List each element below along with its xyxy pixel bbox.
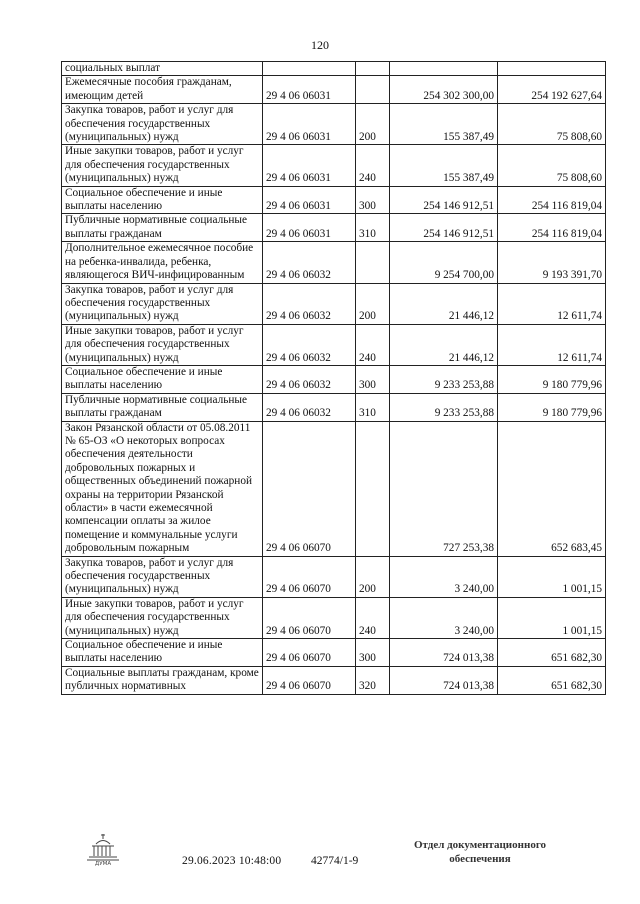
row-amount-plan-cell: 254 146 912,51 bbox=[390, 186, 498, 214]
row-type-cell bbox=[356, 62, 390, 76]
row-name-cell: Публичные нормативные социальные выплаты гражданам bbox=[62, 393, 263, 421]
row-amount-actual-cell: 75 808,60 bbox=[498, 145, 606, 186]
row-name-cell: социальных выплат bbox=[62, 62, 263, 76]
table-row bbox=[62, 145, 606, 186]
row-amount-plan-cell: 724 013,38 bbox=[390, 666, 498, 694]
row-amount-plan-cell: 155 387,49 bbox=[390, 104, 498, 145]
page-number: 120 bbox=[311, 38, 329, 52]
row-amount-plan-cell: 724 013,38 bbox=[390, 639, 498, 667]
row-amount-actual-cell: 254 192 627,64 bbox=[498, 76, 606, 104]
row-amount-actual-cell: 12 611,74 bbox=[498, 324, 606, 365]
row-type-cell bbox=[356, 242, 390, 283]
table-row bbox=[62, 242, 606, 283]
table-row bbox=[62, 104, 606, 145]
row-amount-actual-cell: 9 180 779,96 bbox=[498, 365, 606, 393]
table-row bbox=[62, 186, 606, 214]
row-amount-plan-cell: 9 254 700,00 bbox=[390, 242, 498, 283]
table-row bbox=[62, 639, 606, 667]
row-code-cell: 29 4 06 06031 bbox=[263, 76, 356, 104]
table-row bbox=[62, 324, 606, 365]
row-amount-plan-cell: 155 387,49 bbox=[390, 145, 498, 186]
row-name-cell: Социальное обеспечение и иные выплаты населению bbox=[62, 639, 263, 667]
row-code-cell: 29 4 06 06070 bbox=[263, 666, 356, 694]
row-code-cell: 29 4 06 06031 bbox=[263, 104, 356, 145]
table-row bbox=[62, 214, 606, 242]
row-code-cell: 29 4 06 06070 bbox=[263, 556, 356, 597]
row-name-cell: Социальные выплаты гражданам, кроме публичных нормативных bbox=[62, 666, 263, 694]
row-type-cell: 310 bbox=[356, 214, 390, 242]
row-amount-plan-cell bbox=[390, 62, 498, 76]
row-amount-actual-cell: 651 682,30 bbox=[498, 666, 606, 694]
footer-department: Отдел документационного обеспечения bbox=[413, 839, 547, 865]
row-code-cell: 29 4 06 06031 bbox=[263, 145, 356, 186]
row-amount-actual-cell: 75 808,60 bbox=[498, 104, 606, 145]
row-name-cell: Социальное обеспечение и иные выплаты населению bbox=[62, 365, 263, 393]
row-name-cell: Закон Рязанской области от 05.08.2011 № 65-ОЗ «О некоторых вопросах обеспечения деятельности добровольных пожарных и общественных объединений пожарной охраны на территории Рязанской области» в части ежемесячной компенсации оплаты за жилое помещение и коммунальные услуги добровольным пожарным bbox=[62, 421, 263, 556]
row-code-cell bbox=[263, 62, 356, 76]
row-code-cell: 29 4 06 06032 bbox=[263, 365, 356, 393]
table-row bbox=[62, 283, 606, 324]
duma-building-icon bbox=[84, 832, 122, 866]
table-row bbox=[62, 597, 606, 638]
row-type-cell: 300 bbox=[356, 639, 390, 667]
row-amount-actual-cell: 9 180 779,96 bbox=[498, 393, 606, 421]
row-name-cell: Закупка товаров, работ и услуг для обеспечения государственных (муниципальных) нужд bbox=[62, 556, 263, 597]
row-amount-plan-cell: 254 302 300,00 bbox=[390, 76, 498, 104]
row-amount-plan-cell: 254 146 912,51 bbox=[390, 214, 498, 242]
row-type-cell: 240 bbox=[356, 597, 390, 638]
row-amount-actual-cell: 9 193 391,70 bbox=[498, 242, 606, 283]
row-type-cell: 240 bbox=[356, 145, 390, 186]
footer-doc-number: 42774/1-9 bbox=[311, 855, 359, 867]
row-amount-actual-cell: 12 611,74 bbox=[498, 283, 606, 324]
row-type-cell bbox=[356, 76, 390, 104]
row-type-cell: 200 bbox=[356, 104, 390, 145]
row-type-cell: 310 bbox=[356, 393, 390, 421]
table-row bbox=[62, 76, 606, 104]
row-code-cell: 29 4 06 06031 bbox=[263, 214, 356, 242]
row-amount-plan-cell: 727 253,38 bbox=[390, 421, 498, 556]
table-row bbox=[62, 393, 606, 421]
table-row bbox=[62, 556, 606, 597]
row-amount-plan-cell: 21 446,12 bbox=[390, 324, 498, 365]
row-amount-actual-cell: 1 001,15 bbox=[498, 597, 606, 638]
row-amount-actual-cell: 651 682,30 bbox=[498, 639, 606, 667]
row-name-cell: Дополнительное ежемесячное пособие на ребенка-инвалида, ребенка, являющегося ВИЧ-инфицированным bbox=[62, 242, 263, 283]
row-code-cell: 29 4 06 06031 bbox=[263, 186, 356, 214]
row-amount-plan-cell: 3 240,00 bbox=[390, 597, 498, 638]
row-type-cell: 200 bbox=[356, 556, 390, 597]
table-row bbox=[62, 666, 606, 694]
row-amount-actual-cell bbox=[498, 62, 606, 76]
row-name-cell: Ежемесячные пособия гражданам, имеющим детей bbox=[62, 76, 263, 104]
row-amount-plan-cell: 9 233 253,88 bbox=[390, 393, 498, 421]
row-code-cell: 29 4 06 06070 bbox=[263, 639, 356, 667]
row-type-cell: 300 bbox=[356, 186, 390, 214]
row-name-cell: Иные закупки товаров, работ и услуг для обеспечения государственных (муниципальных) нужд bbox=[62, 597, 263, 638]
row-code-cell: 29 4 06 06032 bbox=[263, 283, 356, 324]
row-name-cell: Иные закупки товаров, работ и услуг для обеспечения государственных (муниципальных) нужд bbox=[62, 145, 263, 186]
row-code-cell: 29 4 06 06032 bbox=[263, 242, 356, 283]
row-type-cell: 200 bbox=[356, 283, 390, 324]
row-name-cell: Закупка товаров, работ и услуг для обеспечения государственных (муниципальных) нужд bbox=[62, 104, 263, 145]
row-type-cell bbox=[356, 421, 390, 556]
row-name-cell: Публичные нормативные социальные выплаты гражданам bbox=[62, 214, 263, 242]
row-name-cell: Иные закупки товаров, работ и услуг для обеспечения государственных (муниципальных) нужд bbox=[62, 324, 263, 365]
row-amount-plan-cell: 3 240,00 bbox=[390, 556, 498, 597]
table-row bbox=[62, 365, 606, 393]
budget-table bbox=[61, 61, 606, 695]
row-code-cell: 29 4 06 06032 bbox=[263, 393, 356, 421]
row-amount-actual-cell: 254 116 819,04 bbox=[498, 186, 606, 214]
row-amount-actual-cell: 254 116 819,04 bbox=[498, 214, 606, 242]
footer-datetime: 29.06.2023 10:48:00 bbox=[182, 855, 282, 867]
row-code-cell: 29 4 06 06032 bbox=[263, 324, 356, 365]
table-row bbox=[62, 62, 606, 76]
row-amount-plan-cell: 9 233 253,88 bbox=[390, 365, 498, 393]
row-name-cell: Закупка товаров, работ и услуг для обеспечения государственных (муниципальных) нужд bbox=[62, 283, 263, 324]
row-amount-actual-cell: 652 683,45 bbox=[498, 421, 606, 556]
row-code-cell: 29 4 06 06070 bbox=[263, 597, 356, 638]
row-code-cell: 29 4 06 06070 bbox=[263, 421, 356, 556]
table-row bbox=[62, 421, 606, 556]
row-type-cell: 320 bbox=[356, 666, 390, 694]
svg-text:ДУМА: ДУМА bbox=[94, 861, 112, 866]
row-amount-plan-cell: 21 446,12 bbox=[390, 283, 498, 324]
row-type-cell: 240 bbox=[356, 324, 390, 365]
row-name-cell: Социальное обеспечение и иные выплаты населению bbox=[62, 186, 263, 214]
row-type-cell: 300 bbox=[356, 365, 390, 393]
row-amount-actual-cell: 1 001,15 bbox=[498, 556, 606, 597]
budget-table-body bbox=[62, 62, 606, 695]
